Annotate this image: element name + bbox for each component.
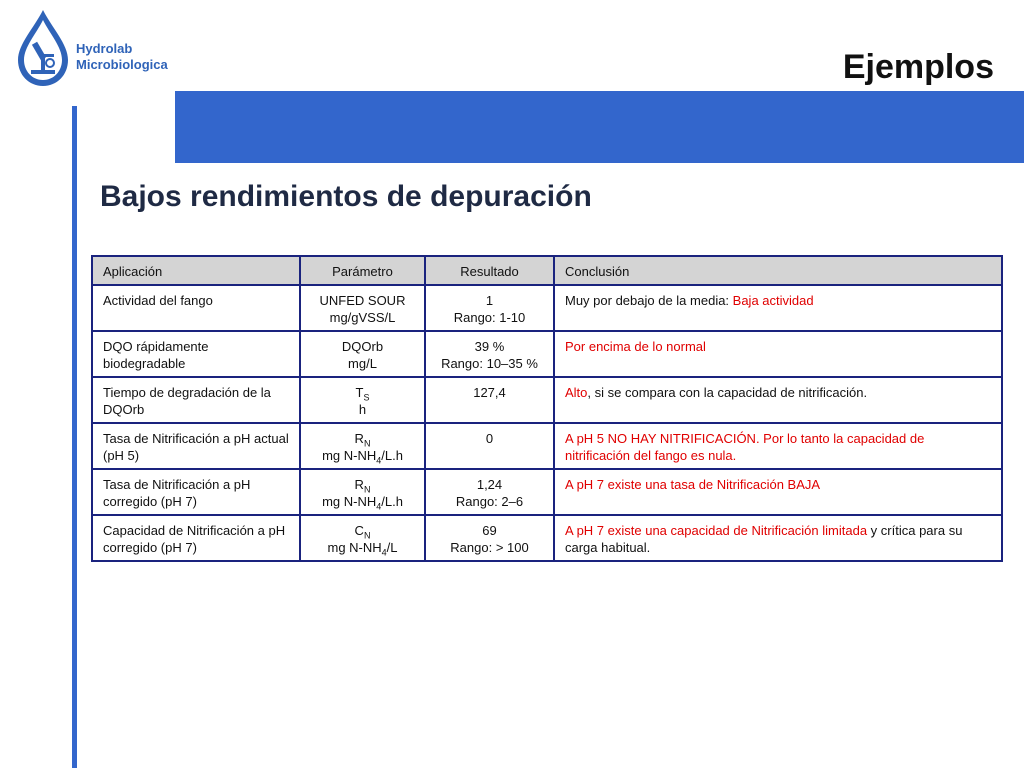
parametro-symbol: R <box>354 431 364 446</box>
conclusion-highlight: Por encima de lo normal <box>565 339 706 354</box>
conclusion-highlight: A pH 5 NO HAY NITRIFICACIÓN. Por lo tanto la capacidad de nitrificación del fango es nula. <box>565 431 925 463</box>
parametro-unit <box>311 493 414 510</box>
parametro-subscript: N <box>363 484 371 495</box>
table-row <box>92 331 1002 377</box>
resultado-range: Rango: 1-10 <box>453 310 526 325</box>
resultado-value: 69 <box>482 523 497 538</box>
resultado-range: Rango: 2–6 <box>455 494 524 509</box>
resultado-value: 1,24 <box>476 477 503 492</box>
conclusion-highlight: A pH 7 existe una tasa de Nitrificación BAJA <box>565 477 821 492</box>
cell-resultado <box>425 423 554 469</box>
cell-parametro <box>300 423 425 469</box>
cell-parametro <box>300 515 425 561</box>
parametro-line-1 <box>311 430 414 447</box>
unit-text: mg N-NH <box>327 540 382 555</box>
header-band <box>175 91 1024 163</box>
cell-resultado <box>425 331 554 377</box>
parametro-unit <box>311 355 414 372</box>
conclusion-highlight: A pH 7 existe una capacidad de Nitrificación limitada <box>565 523 868 538</box>
results-table <box>91 255 1003 562</box>
table-row <box>92 469 1002 515</box>
parametro-subscript: N <box>363 530 371 541</box>
cell-conclusion <box>554 377 1002 423</box>
cell-aplicacion: Tasa de Nitrificación a pH actual (pH 5) <box>92 423 300 469</box>
parametro-line-1 <box>311 384 414 401</box>
conclusion-text-tail: y crítica para su carga habitual. <box>565 523 963 555</box>
cell-resultado <box>425 285 554 331</box>
cell-aplicacion: Tiempo de degradación de la DQOrb <box>92 377 300 423</box>
parametro-line-1 <box>311 476 414 493</box>
parametro-unit <box>311 539 414 556</box>
unit-text: mg N-NH <box>322 448 377 463</box>
logo-wordmark <box>76 41 168 73</box>
parametro-line-1 <box>311 522 414 539</box>
conclusion-text: Muy por debajo de la media: <box>565 293 733 308</box>
table-row <box>92 515 1002 561</box>
cell-resultado <box>425 377 554 423</box>
slide-subtitle: Bajos rendimientos de depuración <box>100 180 592 213</box>
unit-suffix: /L <box>386 540 398 555</box>
logo-line-2: Microbiologica <box>76 57 168 72</box>
parametro-symbol: DQOrb <box>341 339 384 354</box>
logo-line-1: Hydrolab <box>76 41 133 56</box>
cell-conclusion <box>554 331 1002 377</box>
unit-text: mg/gVSS/L <box>329 310 396 325</box>
resultado-range: Rango: 10–35 % <box>441 356 538 371</box>
parametro-symbol: T <box>355 385 364 400</box>
header-conclusion: Conclusión <box>554 256 1002 285</box>
cell-parametro <box>300 469 425 515</box>
parametro-subscript: N <box>363 438 371 449</box>
cell-conclusion <box>554 423 1002 469</box>
conclusion-highlight: Alto <box>565 385 588 400</box>
parametro-line-1 <box>311 292 414 309</box>
resultado-value: 39 % <box>474 339 505 354</box>
conclusion-text-tail: , si se compara con la capacidad de nitrificación. <box>587 385 868 400</box>
table-row <box>92 377 1002 423</box>
cell-aplicacion: Actividad del fango <box>92 285 300 331</box>
unit-text: mg/L <box>348 356 377 371</box>
cell-conclusion <box>554 469 1002 515</box>
left-accent-bar <box>72 106 77 768</box>
parametro-unit <box>311 309 414 326</box>
unit-suffix: /L.h <box>381 448 403 463</box>
header-parametro: Parámetro <box>300 256 425 285</box>
unit-subscript: 4 <box>376 455 382 466</box>
parametro-unit <box>311 447 414 464</box>
cell-conclusion <box>554 515 1002 561</box>
resultado-range: Rango: > 100 <box>450 540 529 555</box>
cell-aplicacion: Tasa de Nitrificación a pH corregido (pH 7) <box>92 469 300 515</box>
unit-subscript: 4 <box>381 547 387 558</box>
header-resultado: Resultado <box>425 256 554 285</box>
table-row <box>92 423 1002 469</box>
resultado-value: 127,4 <box>473 385 506 400</box>
unit-text: mg N-NH <box>322 494 377 509</box>
table-row <box>92 285 1002 331</box>
cell-parametro <box>300 377 425 423</box>
unit-text: h <box>358 402 367 417</box>
cell-aplicacion: Capacidad de Nitrificación a pH corregido (pH 7) <box>92 515 300 561</box>
hydrolab-logo <box>14 8 184 88</box>
parametro-line-1 <box>311 338 414 355</box>
cell-resultado <box>425 469 554 515</box>
resultado-value: 1 <box>485 293 494 308</box>
parametro-symbol: UNFED SOUR <box>319 293 406 308</box>
table-header-row <box>92 256 1002 285</box>
parametro-symbol: R <box>354 477 364 492</box>
unit-suffix: /L.h <box>381 494 403 509</box>
cell-aplicacion: DQO rápidamente biodegradable <box>92 331 300 377</box>
unit-subscript: 4 <box>376 501 382 512</box>
parametro-unit <box>311 401 414 418</box>
header-aplicacion: Aplicación <box>92 256 300 285</box>
slide-title: Ejemplos <box>842 48 994 86</box>
cell-conclusion <box>554 285 1002 331</box>
cell-parametro <box>300 285 425 331</box>
parametro-symbol: C <box>354 523 364 538</box>
cell-resultado <box>425 515 554 561</box>
water-drop-microscope-icon <box>14 8 72 88</box>
cell-parametro <box>300 331 425 377</box>
conclusion-highlight: Baja actividad <box>732 293 814 308</box>
resultado-value: 0 <box>485 431 494 446</box>
parametro-subscript: S <box>363 392 370 403</box>
